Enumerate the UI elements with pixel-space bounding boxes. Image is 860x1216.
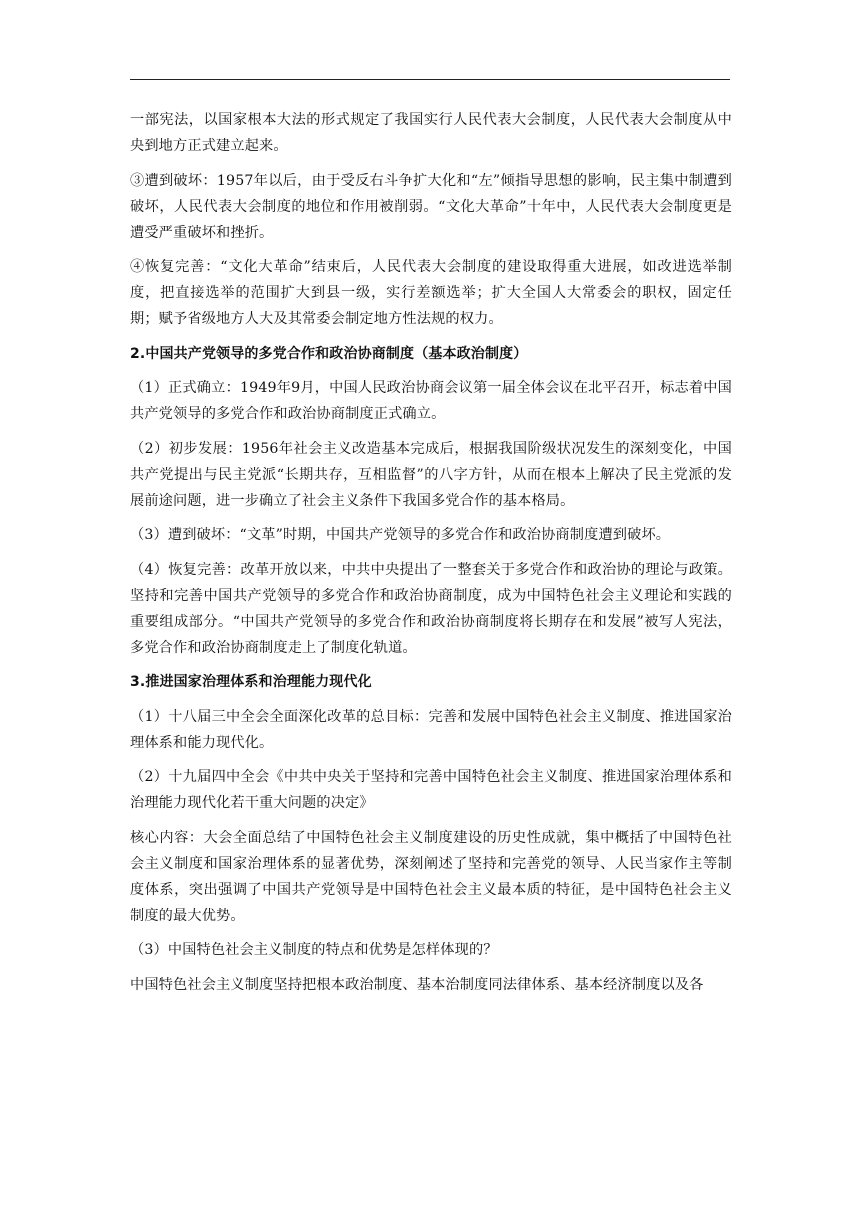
paragraph: （1）十八届三中全会全面深化改革的总目标：完善和发展中国特色社会主义制度、推进国家治理体系和能力现代化。 <box>130 708 732 751</box>
paragraph: 中国特色社会主义制度坚持把根本政治制度、基本治制度同法律体系、基本经济制度以及各 <box>130 976 704 993</box>
paragraph: （3）遭到破坏：“文革”时期，中国共产党领导的多党合作和政治协商制度遭到破坏。 <box>130 527 671 543</box>
header-rule <box>130 79 730 80</box>
paragraph: 核心内容：大会全面总结了中国特色社会主义制度建设的历史性成就，集中概括了中国特色社会主义制度和国家治理体系的显著优势，深刻阐述了坚持和完善党的领导、人民当家作主等制度体系，突出强调了中国共产党领导是中国特色社会主义最本质的特征，是中国特色社会主义制度的最大优势。 <box>130 829 732 924</box>
paragraph: ④恢复完善：“文化大革命”结束后，人民代表大会制度的建设取得重大进展，如改进选举制度，把直接选举的范围扩大到县一级，实行差额选举；扩大全国人大常委会的职权，固定任期；赋予省级地方人大及其常委会制定地方性法规的权力。 <box>130 259 732 327</box>
paragraph: 一部宪法，以国家根本大法的形式规定了我国实行人民代表大会制度，人民代表大会制度从中央到地方正式建立起来。 <box>130 112 732 154</box>
paragraph: （2）十九届四中全会《中共中央关于坚持和完善中国特色社会主义制度、推进国家治理体系和治理能力现代化若干重大问题的决定》 <box>130 769 732 811</box>
paragraph: ③遭到破坏：1957年以后，由于受反右斗争扩大化和“左”倾指导思想的影响，民主集中制遭到破坏，人民代表大会制度的地位和作用被削弱。“文化大革命”十年中，人民代表大会制度更是遭受严重破坏和挫折。 <box>130 172 732 241</box>
section-heading: 2.中国共产党领导的多党合作和政治协商制度（基本政治制度） <box>130 345 528 362</box>
paragraph: （2）初步发展：1956年社会主义改造基本完成后，根据我国阶级状况发生的深刻变化，中国共产党提出与民主党派“长期共存，互相监督”的八字方针，从而在根本上解决了民主党派的发展前途问题，进一步确立了社会主义条件下我国多党合作的基本格局。 <box>130 440 732 509</box>
paragraph: （3）中国特色社会主义制度的特点和优势是怎样体现的？ <box>130 942 498 958</box>
paragraph: （1）正式确立：1949年9月，中国人民政治协商会议第一届全体会议在北平召开，标志着中国共产党领导的多党合作和政治协商制度正式确立。 <box>130 380 732 422</box>
section-heading: 3.推进国家治理体系和治理能力现代化 <box>130 674 372 690</box>
document-body <box>130 107 732 1006</box>
paragraph: （4）恢复完善：改革开放以来，中共中央提出了一整套关于多党合作和政治协的理论与政策。坚持和完善中国共产党领导的多党合作和政治协商制度，成为中国特色社会主义理论和实践的重要组成部分。“中国共产党领导的多党合作和政治协商制度将长期存在和发展”被写人宪法，多党合作和政治协商制度走上了制度化轨道。 <box>130 561 732 656</box>
